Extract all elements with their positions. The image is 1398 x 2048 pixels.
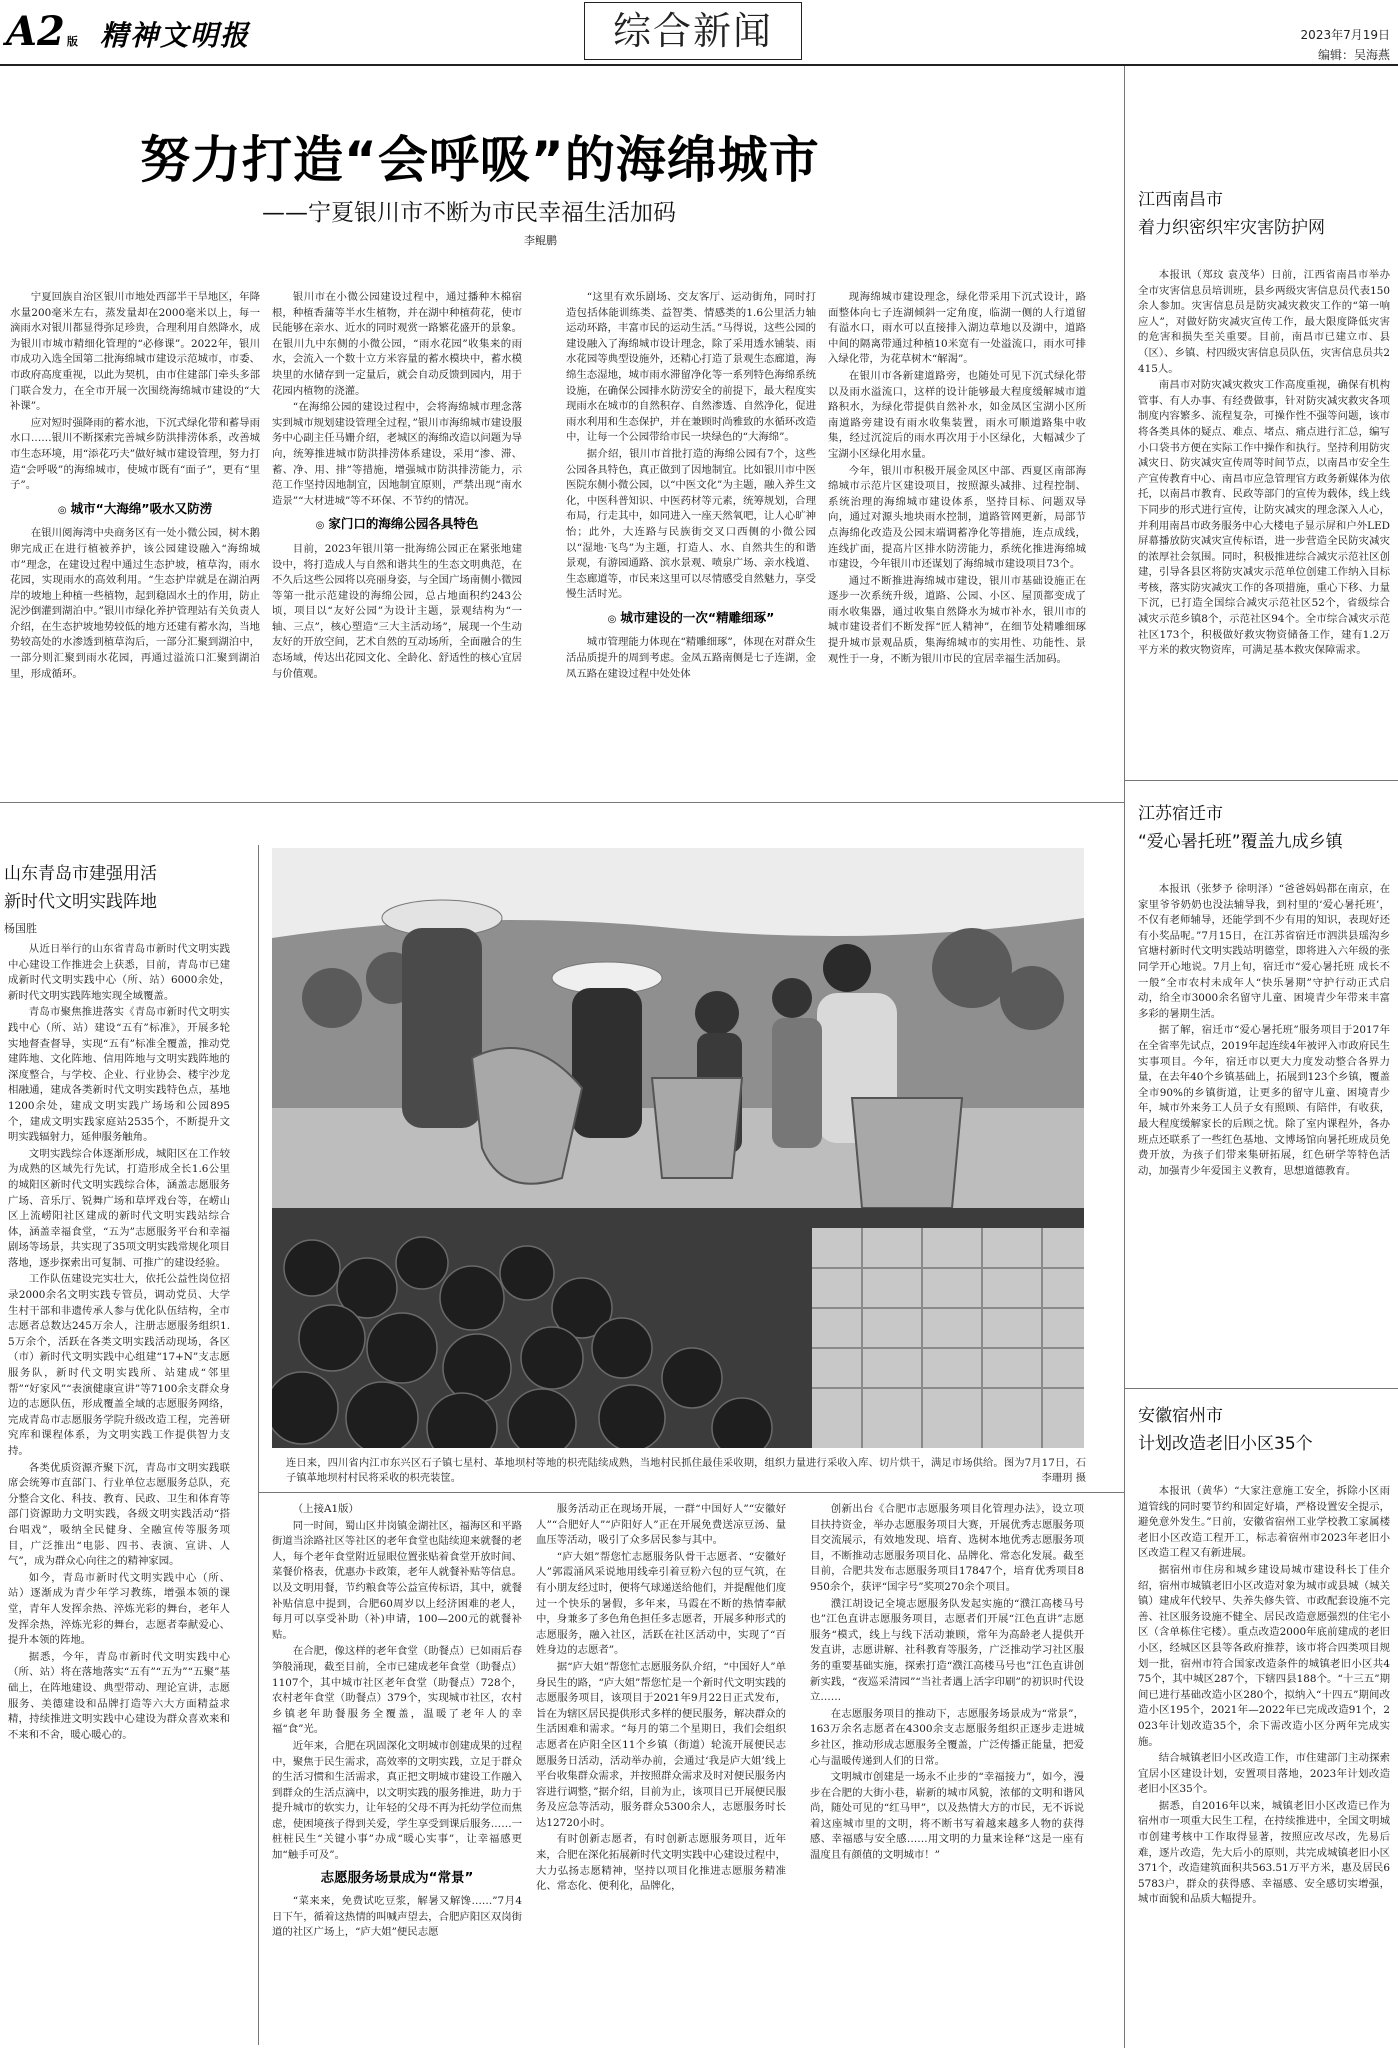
paragraph: 各类优质资源齐聚下沉，青岛市文明实践联席会统筹市直部门、行业单位志愿服务总队，充分整合文化、科技、教育、民政、卫生和体育等部门资源助力文明实践，各级文明实践活动“搭台唱戏”，吸纳全民健身、全融宣传等服务项目，广泛推出“电影、四书、表演、宣讲、人气”，成为群众心向往之的精神家园。 — [8, 1461, 230, 1568]
lead-column-3 — [566, 290, 816, 683]
paragraph: 青岛市聚焦推进落实《青岛市新时代文明实践中心（所、站）建设“五有”标准》，开展多轮实地督查督导，实现“五有”标准全覆盖，推动党建阵地、文化阵地、信用阵地与文明实践阵地的深度整合，与学校、企业、行业协会、楼宇沙龙相融通，建成各类新时代文明实践特色点，基地1200余处，建成文明实践广场场和公园895个，建成文明实践家庭站2535个，不断提升文明实践辐射力，延伸服务触角。 — [8, 1006, 230, 1144]
paragraph: 宁夏回族自治区银川市地处西部半干旱地区，年降水量200毫米左右，蒸发量却在2000毫米以上，每一滴雨水对银川都显得弥足珍贵，合理利用自然降水，成为银川市城市精细化管理的“必修课”。2022年，银川市成功入选全国第二批海绵城市建设示范城市，市委、市政府高度重视，以此为契机，由市住建部门牵头多部门联合发力，在全市开展一次围绕海绵城市建设的“大补课”。 — [10, 291, 260, 413]
paragraph: 应对短时强降雨的蓄水池，下沉式绿化带和蓄导雨水口……银川不断探索完善城乡防洪排涝体系，改善城市生态环境，用“添花巧夫”做好城市建设管理，努力打造“会呼吸”的海绵城市，使城市既有“面子”，更有“里子”。 — [10, 416, 260, 492]
photo-bottom-rule — [258, 1492, 1124, 1493]
paragraph: 据悉，自2016年以来，城镇老旧小区改造已作为宿州市一项重大民生工程，在持续推进中，全国文明城市创建考核中工作取得显著，按照应改尽改，先易后难，逐片改造，先大后小的原则，共完成城镇老旧小区371个，改造建筑面积共563.51万平方米，惠及居民65783户，群众的获得感、幸福感、安全感切实增强，城市面貌和品质大幅提升。 — [1138, 1799, 1390, 1906]
diamond-icon: ◎ — [57, 504, 67, 516]
left-story-body — [4, 942, 230, 1743]
photo-illustration — [272, 848, 1084, 1448]
jiangsu-body — [1138, 882, 1390, 1179]
jiangxi-title: 江西南昌市 着力织密织牢灾害防护网 — [1138, 190, 1325, 238]
paragraph: 工作队伍建设完实壮大，依托公益性岗位招录2000余名文明实践专管员，调动党员、大学生村干部和非遗传承人参与优化队伍结构，全市志愿者总数达245万余人，注册志愿服务组织1.5万余个，活跃在各类文明实践活动现场，各区（市）新时代文明实践中心组建“17+N”支志愿服务队，新时代文明实践所、站建成“邻里帮”“好家风”“表演健康宣讲”等7100余支群众身边的志愿队伍，形成覆盖全域的志愿服务网络，完成青岛市志愿服务学院升级改造工程，完善研究库和课程体系，为文明实践工作提供智力支持。 — [8, 1273, 230, 1457]
paragraph: 在银川阅海湾中央商务区有一处小微公园，树木鹅卵完成正在进行植被养护，该公园建设融入“海绵城市”理念，在建设过程中通过生态护坡，植草沟，雨水花园，实现雨水的高效利用。“生态护岸就是在湖泊两岸的坡地上种植一些植物，起到稳固水土的作用，防止泥沙倒灌到湖泊中。”银川市绿化养护管理站有关负责人介绍，在生态护坡地势较低的地方还建有蓄水沟，当地势较高处的水渗透到植草沟后，一部分汇聚到湖泊中，一部分则汇聚到雨水花园，再通过溢流口汇聚到湖泊里，形成循环。 — [10, 527, 260, 680]
subheading: ◎ 城市建设的一次“精雕细琢” — [607, 609, 775, 625]
fruit-pile — [272, 1208, 1084, 1448]
paragraph: 本报讯（郑玟 袁茂华）日前，江西省南昌市举办全市灾害信息员培训班，县乡两级灾害信息员代表150余人参加。灾害信息员是防灾减灾救灾工作的“第一响应人”，对做好防灾减灾宣传工作，最大限度降低灾害的危害和损失至关重要。目前，南昌市已建立市、县（区）、乡镇、村四级灾害信息员队伍，灾害信息员共2415人。 — [1138, 269, 1390, 375]
paragraph: 从近日举行的山东省青岛市新时代文明实践中心建设工作推进会上获悉，目前，青岛市已建成新时代文明实践中心（所、站）6000余处，新时代文明实践阵地实现全域覆盖。 — [8, 943, 230, 1002]
lead-headline: 努力打造“会呼吸”的海绵城市 — [140, 131, 820, 189]
subheading: 志愿服务场景成为“常景” — [320, 1869, 474, 1886]
masthead-rule — [0, 64, 1398, 66]
paragraph: 文明城市创建是一场永不止步的“幸福接力”，如今，漫步在合肥的大街小巷，崭新的城市风貌，浓郁的文明和谐风尚，随处可见的“红马甲”，以及热情大方的市民，无不诉说着这座城市里的文明，将不断书写着越来越多人物的获得感、幸福感与安全感……用文明的力量来诠释“这是一座有温度且有颜值的文明城市！” — [810, 1771, 1084, 1862]
paragraph: 据宿州市住房和城乡建设局城市建设科长丁佳介绍，宿州市城镇老旧小区改造对象为城市或县城（城关镇）建成年代较早、失养失修失管、市政配套设施不完善、社区服务设施不健全、居民改造意愿强烈的住宅小区（含单栋住宅楼）。重点改造2000年底前建成的老旧小区，经城区区县等各政府推荐，该市将合四类项目规划一批，宿州市符合国家改造条件的城镇老旧小区共475个，其中城区287个，下辖四县188个。“十三五”期间已进行基础改造小区280个，拟纳入“十四五”期间改造小区195个，2021年—2022年已完成改造91个，2023年计划改造35个，余下需改造小区分两年完成实施。 — [1138, 1563, 1390, 1748]
paragraph: 通过不断推进海绵城市建设，银川市基础设施正在逐步一次系统升级，道路、公园、小区、屋顶都变成了雨水收集器，通过收集自然降水为城市补水，银川市的城市建设者们不断发挥“匠人精神”，在细节处精雕细琢提升城市景观品质，集海绵城市的实用性、功能性、景观性于一身，不断为银川市民的宜居幸福生活加码。 — [828, 574, 1086, 665]
jiangsu-title: 江苏宿迁市 “爱心暑托班”覆盖九成乡镇 — [1138, 804, 1343, 852]
hefei-column-3 — [810, 1502, 1084, 1865]
paragraph: 濮江胡设记全境志愿服务队发起实施的“濮江高楼马号也”江色直讲志愿服务项目，志愿者们开展“江色直讲”志愿服务“模式，线上与线下活动兼顾，常年为高龄老人提供开发直讲，志愿讲解、社科教育等服务，广泛推动学习社区服务的重要基础实施，探索打造“濮江高楼马号也”江色直讲创新实践，“夜巡采清园”“当社者遇上活字印刷”的初识时代设立…… — [810, 1597, 1084, 1704]
paragraph: 据介绍，银川市首批打造的海绵公园有7个，这些公园各具特色，真正做到了因地制宜。比如银川市中医医院东侧小微公园，以“中医文化”为主题，融入养生文化，中医科普知识、中医药材等元素，统筹规划，合理布局，行走其中，如同进入一座天然氧吧，让人心旷神怡；此外，大连路与民族街交叉口西侧的小微公园以“湿地·飞鸟”为主题，打造人、水、自然共生的和谐景观，有游园通路、滨水景观、喷泉广场、亲水栈道、生态廊道等，市民来这里可以尽情感受自然魅力，享受慢生活时光。 — [566, 447, 816, 601]
paragraph: 南昌市对防灾减灾救灾工作高度重视，确保有机构管事、有人办事、有经费做事，针对防灾减灾救灾各项制度内容繁多、流程复杂，可操作性不强等问题，该市将各类具体的疑点、难点、堵点、痛点进行汇总，编写小口袋书方便在实际工作中操作和执行。坚持利用防灾减灾日、防灾减灾宣传周等时间节点，以南昌市安全生产宣传教育中心、南昌市应急管理官方政务新媒体为依托，以南昌市教育、民政等部门的宣传为载体，线上线下同步的形式进行宣传，让防灾减灾的理念深入人心，并利用南昌市政务服务中心大楼电子显示屏和户外LED屏幕播放防灾减灾宣传标语，进一步营造全民防灾减灾的浓厚社会氛围。同时，积极推进综合减灾示范社区创建，引导各县区将防灾减灾示范单位创建工作纳入目标考核，落实防灾减灾工作的各项措施，重心下移、力量下沉，已打造全国综合减灾示范社区52个，省级综合减灾示范乡镇8个，示范社区94个。全市综合减灾示范社区173个，积极做好救灾物资储备工作，建有1.2万平方米的救灾物资库，可满足基本救灾保障需求。 — [1138, 379, 1390, 657]
paragraph: “在海绵公园的建设过程中，会将海绵城市理念落实到城市规划建设管理全过程，”银川市海绵城市建设服务中心副主任马姗介绍，老城区的海绵改造以问题为导向，统筹推进城市防洪排涝体系建设，采用“渗、滞、蓄、净、用、排”等措施，增强城市防洪排涝能力，示范工作坚持因地制宜，因地制宜原则，严禁出现“南水造景”“大材进城”等不环保、不节约的情况。 — [272, 401, 522, 507]
left-story — [4, 860, 230, 1744]
sidebar-rule-1 — [1124, 780, 1398, 781]
hefei-column-1 — [272, 1502, 522, 1942]
lead-bottom-rule — [0, 802, 1124, 803]
left-story-title: 山东青岛市建强用活 新时代文明实践阵地 — [4, 864, 157, 912]
paragraph: 服务活动正在现场开展，一群“中国好人”“安徽好人”“合肥好人”“庐阳好人”正在开展免费送凉豆汤、量血压等活动，吸引了众多居民参与其中。 — [536, 1503, 786, 1547]
paragraph: 今年，银川市积极开展金凤区中部、西夏区南部海绵城市示范片区建设项目，按照源头减排、过程控制、系统治理的海绵城市建设体系，坚持目标、问题双导向，通过对源头地块雨水控制，道路管网更新，局部节点海绵化改造及公园末端调蓄净化等措施，连点成线，连线扩面，提高片区排水防涝能力，系统化推进海绵城市建设，今年银川市还谋划了海绵城市建设项目73个。 — [828, 464, 1086, 571]
left-story-byline: 杨国胜 — [4, 922, 37, 935]
anhui-body — [1138, 1484, 1390, 1908]
paragraph: 据了解，宿迁市“爱心暑托班”服务项目于2017年在全省率先试点，2019年起连续4年被评入市政府民生实事项目。今年，宿迁市以更大力度发动整合各界力量，在去年40个乡镇基础上，拓展到123个乡镇，覆盖全市90%的乡镇街道，让更多的留守儿童、困境青少年，城市外来务工人员子女有照顾、有陪伴，有收获，最大程度缓解家长的后顾之忧。除了室内课程外，各办班点还联系了一些红色基地、文博场馆向暑托班成员免费开放，为孩子们带来集研拓展，红色研学等特色活动，加强青少年爱国主义教育，思想道德教育。 — [1138, 1024, 1390, 1177]
paragraph: 据“庐大姐”帮您忙志愿服务队介绍，“中国好人”单身民生的路，“庐大姐”帮您忙是一个新时代文明实践的志愿服务项目，该项目于2021年9月22日正式发布，旨在为辖区居民提供形式多样的便民服务，解决群众的生活困难和需求。“每月的第二个星期日，我们会组织志愿者在庐阳全区11个乡镇（街道）轮流开展便民志愿服务日活动，活动举办前，会通过‘我是庐大姐’线上平台收集群众需求，并按照群众需求及时对便民服务内容进行调整，”据介绍，目前为止，该项目已开展便民服务及应急等活动，服务群众5300余人，志愿服务时长达12720小时。 — [536, 1660, 786, 1829]
paragraph: 近年来，合肥在巩固深化文明城市创建成果的过程中，聚焦于民生需求，高效率的文明实践，立足于群众的生活习惯和生活需求，真正把文明城市建设工作融入到群众的生活点滴中，以文明实践的服务推进，助力于提升城市的软实力，让年轻的父母不再为托幼学位而焦虑，使困境孩子得到关爱，学生享受到课后服务……一桩桩民生“关键小事”办成“暖心实事”，让幸福感更加“触手可及”。 — [272, 1739, 522, 1862]
paragraph: 在银川市各新建道路旁，也随处可见下沉式绿化带以及雨水溢流口，这样的设计能够最大程度缓解城市道路积水，为绿化带提供自然补水，如金凤区宝湖小区所南道路旁建设有雨水收集装置，雨水可顺道路集中收集，经过沉淀后的雨水再次用于小区绿化，大幅减少了宝湖小区绿化用水量。 — [828, 369, 1086, 460]
paragraph: 文明实践综合体逐渐形成，城阳区在工作较为成熟的区域先行先试，打造形成全长1.6公里的城阳区新时代文明实践综合体，涵盖志愿服务广场、音乐厅、锐舞广场和草坪戏台等，在崂山区上流崂阳社区建成的新时代文明实践站综合体，涵盖幸福食堂，“五为”志愿服务平台和幸福剧场等场景，共实现了35项文明实践常规化项目落地，逐步探索出可复制、可推广的建设经验。 — [8, 1147, 230, 1269]
section-title: 综合新闻 — [612, 9, 773, 53]
paragraph: 有时创新志愿者，有时创新志愿服务项目，近年来，合肥在深化拓展新时代文明实践中心建设过程中，大力弘扬志愿精神，坚持以项目化推进志愿服务精准化、常态化、便利化，品牌化， — [536, 1833, 786, 1893]
paper-name-logo: 精神文明报 — [100, 19, 251, 52]
anhui-title: 安徽宿州市 计划改造老旧小区35个 — [1138, 1406, 1313, 1454]
page-number: A2 版 — [6, 8, 78, 55]
diamond-icon: ◎ — [607, 613, 617, 625]
sidebar-jiangxi — [1138, 186, 1390, 660]
subheading: ◎ 家门口的海绵公园各具特色 — [315, 516, 479, 532]
sidebar-anhui — [1138, 1402, 1390, 1909]
jiangxi-body — [1138, 268, 1390, 659]
paragraph: 结合城镇老旧小区改造工作，市住建部门主动探索宜居小区建设计划，安置项目落地，2023年计划改造老旧小区35个。 — [1138, 1752, 1390, 1796]
paragraph: “这里有欢乐剧场、交友客厅、运动街角，同时打造包括体能训练类、益智类、情感类的1.6公里活力轴运动环路，丰富市民的运动生活。”马得说，这些公园的建设融入了海绵城市设计理念，除了采用透水铺装、雨水花园等典型设施外，还精心打造了景观生态廊道，海绵生态湿地，城市雨水滞留净化等一系列特色海绵系统设施，在确保公园排水防涝安全的前提下，最大程度实现雨水在城市的自然积存、自然渗透、自然净化，促进雨水利用和生态保护，并在兼顾时尚雅致的水循环改造中，让每一个公园带给市民一块绿色的“大海绵”。 — [566, 291, 816, 444]
paragraph: 本报讯（张梦予 徐明泽）“爸爸妈妈都在南京，在家里爷爷奶奶也没法辅导我，到村里的‘爱心暑托班’，不仅有老师辅导，还能学到不少有用的知识，表现好还有小奖品呢。”7月15日，在江苏省宿迁市泗洪县瑶沟乡官塘村新时代文明实践站明德堂，即将进入六年级的张同学开心地说。7月上旬，宿迁市“爱心暑托班 成长不一般”全市农村未成年人“快乐暑期”守护行动正式启动，给全市3000余名留守儿童、困境青少年带来丰富多彩的暑期生活。 — [1138, 883, 1390, 1020]
paragraph: “菜来来，免费试吃豆浆，解暑又解馋……”7月4日下午，循着这热情的叫喊声望去，合肥庐阳区双岗街道的社区广场上，“庐大姐”便民志愿 — [272, 1895, 522, 1939]
paragraph: 现海绵城市建设理念，绿化带采用下沉式设计，路面整体向七子连湖倾斜一定角度，临湖一侧的人行道留有溢水口，雨水可以直接排入湖边草地以及湖中，道路中间的隔离带通过种植10米宽有一处溢流口，雨水可排入绿化带，为花草树木“解渴”。 — [828, 291, 1086, 366]
lead-byline: 李鲲鹏 — [524, 234, 557, 247]
subheading: ◎ 城市“大海绵”吸水又防涝 — [57, 500, 213, 516]
paragraph: 在合肥，像这样的老年食堂（助餐点）已如雨后春笋般涌现，截至目前，全市已建成老年食堂（助餐点）1107个，其中城市社区老年食堂（助餐点）728个，农村老年食堂（助餐点）379个，实现城市社区，农村乡镇老年助餐服务全覆盖，温暖了老年人的幸福“食”光。 — [272, 1645, 522, 1736]
news-photo — [272, 848, 1084, 1448]
lead-column-4 — [828, 290, 1086, 668]
hefei-column-2 — [536, 1502, 786, 1896]
sidebar-rule-2 — [1124, 1388, 1398, 1389]
issue-date: 2023年7月19日 — [1300, 28, 1390, 42]
lead-subhead: ——宁夏银川市不断为市民幸福生活加码 — [262, 200, 676, 226]
sidebar-divider — [1124, 66, 1125, 2048]
paragraph: （上接A1版） — [292, 1503, 359, 1515]
editor-credit: 编辑：吴海燕 — [1317, 48, 1390, 62]
paragraph: 本报讯（黄华）“大家注意施工安全，拆除小区雨道管线的同时要节约和固定好墙，严格设置安全提示，避免意外发生。”日前，安徽省宿州工业学校教工家属楼老旧小区改造工程开工，标志着宿州市2023年老旧小区改造工程又有新进展。 — [1138, 1485, 1390, 1560]
paragraph: 银川市在小微公园建设过程中，通过播种木棉宿根，种植香蒲等半水生植物，并在湖中种植荷花，使市民能够在亲水、近水的同时观赏一路繁花盛开的景象。在银川九中东侧的小微公园，“雨水花园”收集来的雨水，会流入一个数十立方米容量的蓄水模块中，蓄水模块里的水储存到一定量后，就会自动反馈到园内，用于花园内植物的浇灌。 — [272, 291, 522, 397]
paragraph: 目前，2023年银川第一批海绵公园正在紧张地建设中，将打造成人与自然和谐共生的生态文明典范，在不久后这些公园将以亮丽身姿，与全国广场南侧小微园等第一批示范建设的海绵公园，总占地面积约243公顷，项目以“友好公园”为设计主题，景观结构为“一轴、三点”，核心塑造“三大主活动场”，展现一个生动友好的开放空间，艺术自然的互动场所，全面融合的生态场域，传达出花园文化、全龄化、舒适性的核心宜居与价值观。 — [272, 542, 522, 680]
lead-column-2 — [272, 290, 522, 683]
photo-caption: 连日来，四川省内江市东兴区石子镇七星村、革地坝村等地的枳壳陆续成熟，当地村民抓住最佳采收期，组织力量进行采收入库、切片烘干，满足市场供给。图为7月17日，石子镇革地坝村村民将采收的枳壳装筐。 李珊玥 摄 — [286, 1457, 1086, 1484]
left-story-divider — [258, 845, 259, 2045]
paragraph: 在志愿服务项目的推动下，志愿服务场景成为“常景”，163万余名志愿者在4300余支志愿服务组织正逐步走进城乡社区，推动形成志愿服务全覆盖，广泛传播正能量，把爱心与温暖传递到人们的日常。 — [810, 1707, 1084, 1767]
masthead — [0, 0, 1398, 66]
paragraph: 如今，青岛市新时代文明实践中心（所、站）逐渐成为青少年学习教练，增强本领的课堂，青年人发挥余热、淬炼光彩的舞台，老年人发挥余热，淬炼光彩的舞台，志愿者奉献爱心、提升本领的阵地。 — [8, 1571, 230, 1647]
lead-column-1 — [10, 290, 260, 683]
sidebar-jiangsu — [1138, 800, 1390, 1180]
paragraph: “庐大姐”帮您忙志愿服务队骨干志愿者、“安徽好人”郭霞涌风采说地用线牵引着豆粉六包的豆气筑，在有小朋友经过时，便将气球递送给他们，并提醒他们度过一个快乐的暑假，多年来，马霞在不断的热情奉献中，身兼多了多色角色担任多志愿者，开展多种形式的志愿服务，融入社区，活跃在社区活动中，实现了“百姓身边的志愿者”。 — [536, 1550, 786, 1657]
paragraph: 同一时间，蜀山区井岗镇金湖社区，福海区和平路街道当涂路社区等社区的老年食堂也陆续迎来就餐的老人，每个老年食堂附近显眼位置张贴着食堂开放时间、菜餐价格表，优惠办卡政策，老年人就餐补贴等信息。以及文明用餐，节约粮食等公益宣传标语，其中，就餐补贴信息中提到，合肥60周岁以上经济困难的老人，每月可以享受补助（补)申请，100—200元的就餐补贴。 — [272, 1519, 522, 1641]
paragraph: 据悉，今年，青岛市新时代文明实践中心（所、站）将在落地落实“五有”“五为”“五聚”基础上，在阵地建设、典型带动、理论宣讲，志愿服务、美德建设和品牌打造等六大方面精益求精，持续推进文明实践中心建设为群众喜欢来和不来和不舍，暖心暖心的。 — [8, 1650, 230, 1741]
paragraph: 创新出台《合肥市志愿服务项目化管理办法》，设立项目扶持资金，举办志愿服务项目大赛，开展优秀志愿服务项目交流展示，有效地发现、培育、选树本地优秀志愿服务项目，不断推动志愿服务项目化、品牌化、常态化发展。截至目前，合肥共发布志愿服务项目17847个，培育优秀项目8950余个，获评“国字号”奖项270余个项目。 — [810, 1503, 1084, 1593]
photo-credit: 李珊玥 摄 — [1041, 1472, 1086, 1484]
diamond-icon: ◎ — [315, 520, 325, 532]
paragraph: 城市管理能力体现在“精雕细琢”，体现在对群众生活品质提升的周到考虑。金凤五路南侧是七子连湖，金凤五路在建设过程中处处体 — [566, 636, 816, 680]
